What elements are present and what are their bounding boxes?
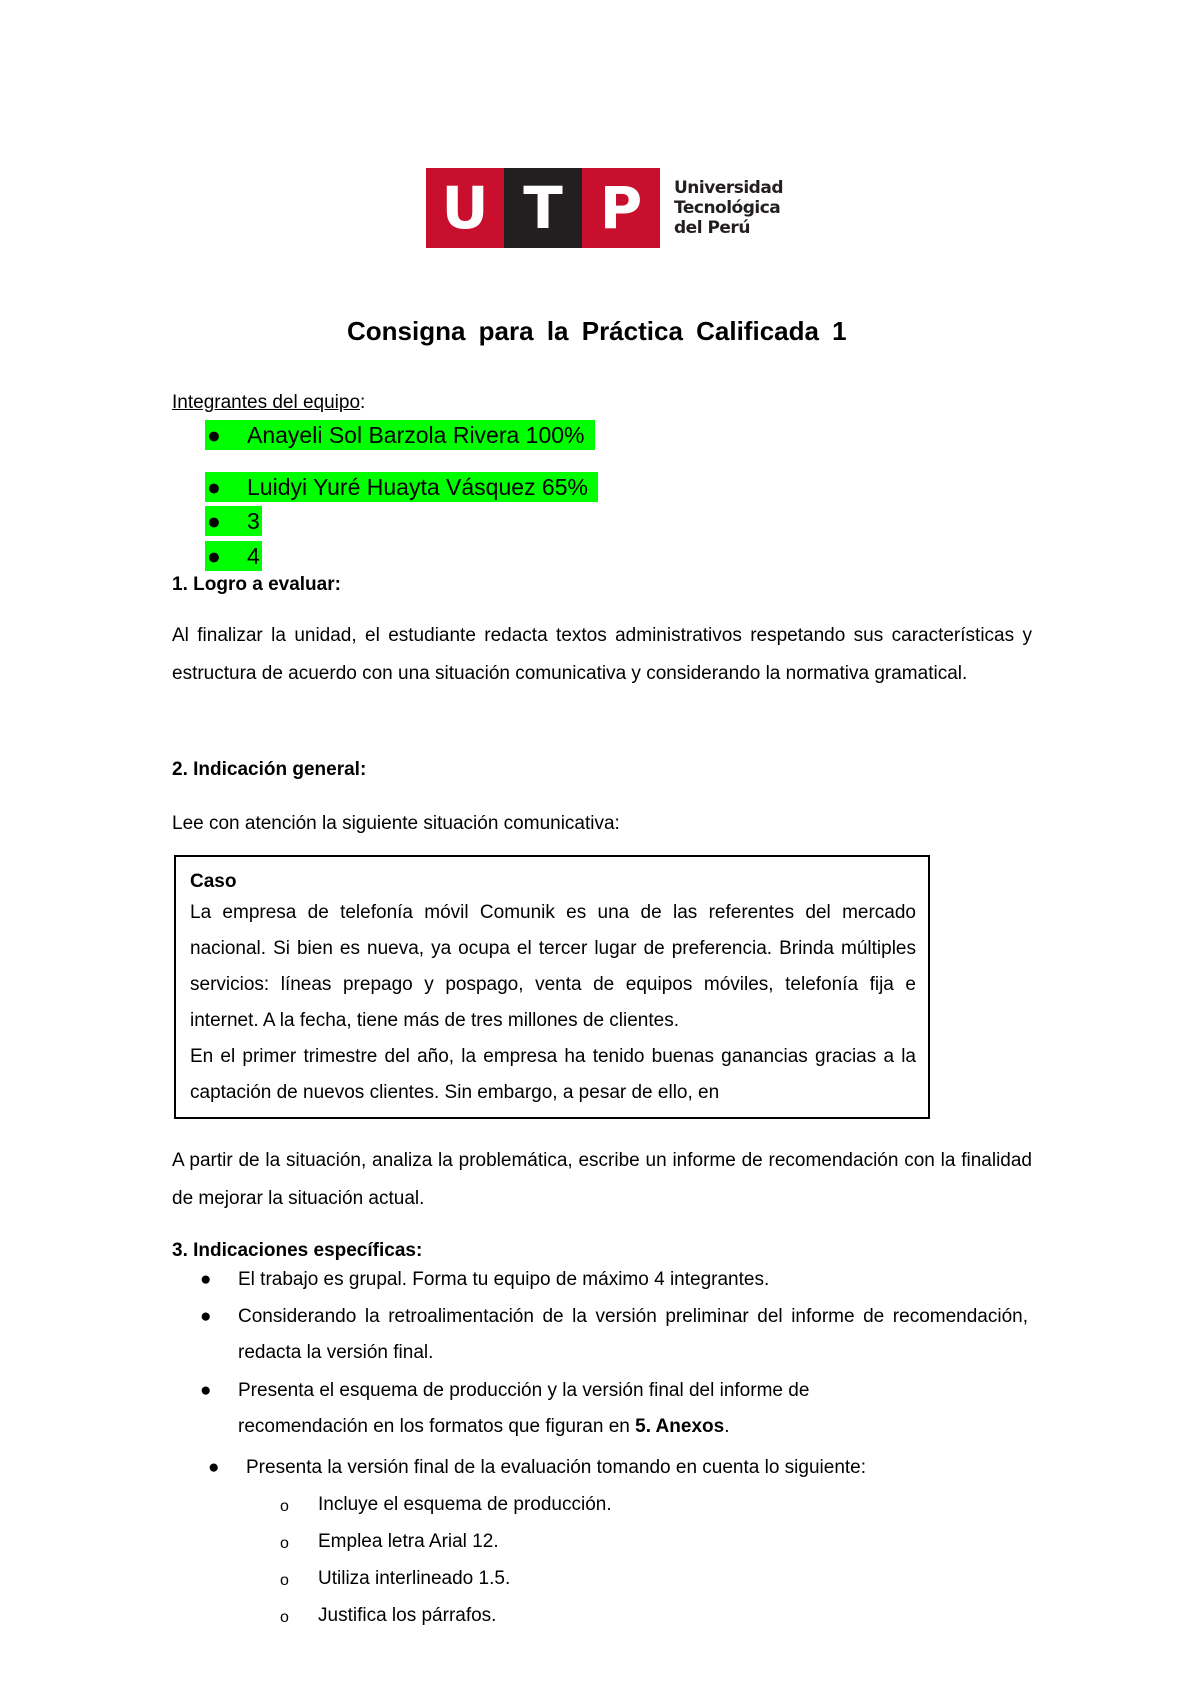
team-member: ● 4	[207, 543, 260, 569]
case-box	[174, 855, 930, 1119]
case-content	[190, 869, 916, 1111]
case-title: Caso	[190, 871, 237, 892]
logo-letter-p: P	[599, 174, 643, 242]
case-paragraph: La empresa de telefonía móvil Comunik es una de las referentes del mercado nacional. Si bien es nueva, ya ocupa el tercer lugar de preferencia. Brinda múltiples servicios: líneas prepago y pospago, venta de equipos móviles, telefonía fija e internet. A la fecha, tiene más de tres millones de clientes.	[190, 902, 916, 1031]
section-3-heading: 3. Indicaciones específicas:	[172, 1240, 423, 1261]
case-paragraph: En el primer trimestre del año, la empresa ha tenido buenas ganancias gracias a la captación de nuevos clientes. Sin embargo, a pesar de ello, en	[190, 1046, 916, 1103]
section-2-intro: Lee con atención la siguiente situación comunicativa:	[172, 813, 620, 834]
team-member: ● 3	[207, 508, 260, 534]
section-1-body: Al finalizar la unidad, el estudiante redacta textos administrativos respetando sus características y estructura de acuerdo con una situación comunicativa y considerando la normativa gramatical.	[172, 625, 1032, 684]
team-label-line: Integrantes del equipo:	[172, 392, 366, 413]
annex-reference: 5. Anexos	[635, 1416, 725, 1437]
team-member: ● Luidyi Yuré Huayta Vásquez 65%	[205, 472, 598, 502]
document-title: Consigna para la Práctica Calificada 1	[347, 316, 847, 346]
utp-logo	[426, 168, 790, 248]
logo-letter-u: U	[441, 174, 489, 242]
section-2-after: A partir de la situación, analiza la problemática, escribe un informe de recomendación con la finalidad de mejorar la situación actual.	[172, 1150, 1032, 1209]
section-1-heading: 1. Logro a evaluar:	[172, 574, 341, 595]
team-label: Integrantes del equipo	[172, 392, 361, 413]
section-2-heading: 2. Indicación general:	[172, 759, 367, 780]
logo-university-name: Universidad Tecnológica del Perú	[674, 178, 783, 238]
team-member: ● Anayeli Sol Barzola Rivera 100%	[205, 420, 595, 450]
logo-letter-t: T	[523, 174, 563, 242]
